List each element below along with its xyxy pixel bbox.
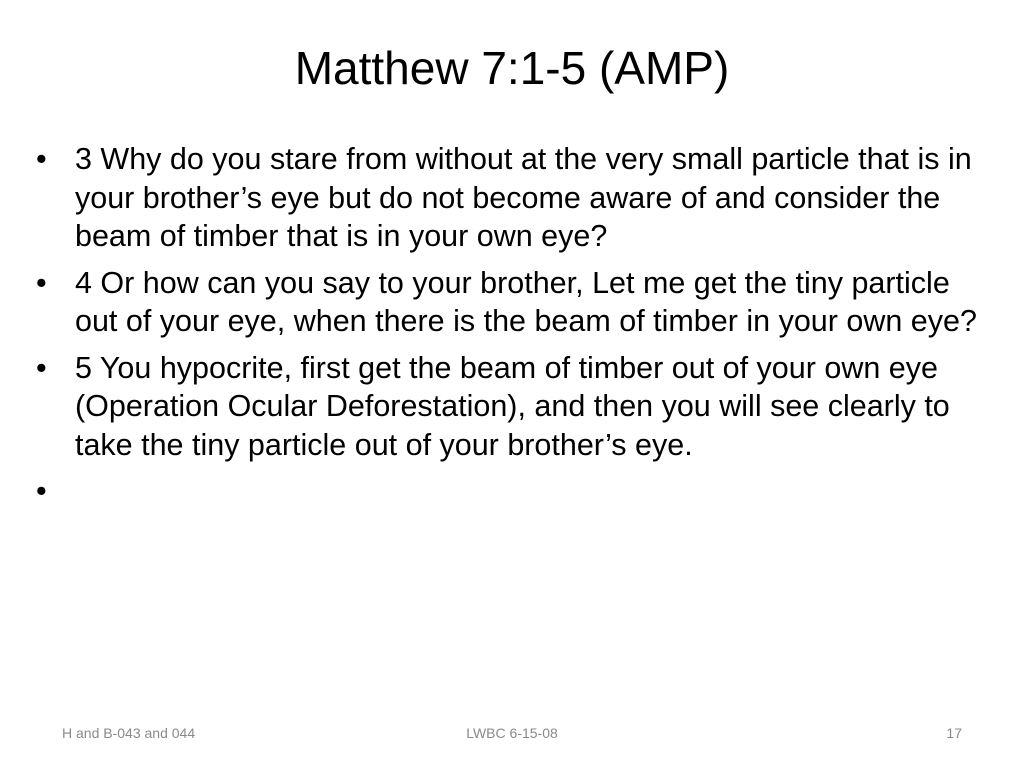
bullet-item-verse-3 [36, 140, 996, 256]
bullet-dot-icon: • [36, 142, 47, 176]
bullet-dot-icon: • [36, 474, 47, 508]
footer-left-text: H and B-043 and 044 [62, 725, 196, 741]
bullet-text: 5 You hypocrite, first get the beam of timber out of your own eye (Operation Ocular Deforestation), and then you will see clearly to take the tiny particle out of your brother’s eye. [75, 350, 950, 462]
slide-number: 17 [946, 725, 962, 741]
bullet-item-verse-5 [36, 349, 996, 465]
slide-title: Matthew 7:1-5 (AMP) [294, 42, 730, 94]
bullet-list [36, 140, 996, 508]
bullet-dot-icon: • [36, 350, 47, 385]
footer-date: LWBC 6-15-08 [466, 725, 558, 741]
bullet-text: 4 Or how can you say to your brother, Let me get the tiny particle out of your eye, when there is the beam of timber in your own eye? [75, 265, 977, 338]
bullet-text: 3 Why do you stare from without at the very small particle that is in your brother’s eye but do not become aware of and consider the beam of timber that is in your own eye? [75, 142, 972, 253]
bullet-item-verse-4 [36, 264, 996, 341]
bullet-dot-icon: • [36, 265, 47, 300]
